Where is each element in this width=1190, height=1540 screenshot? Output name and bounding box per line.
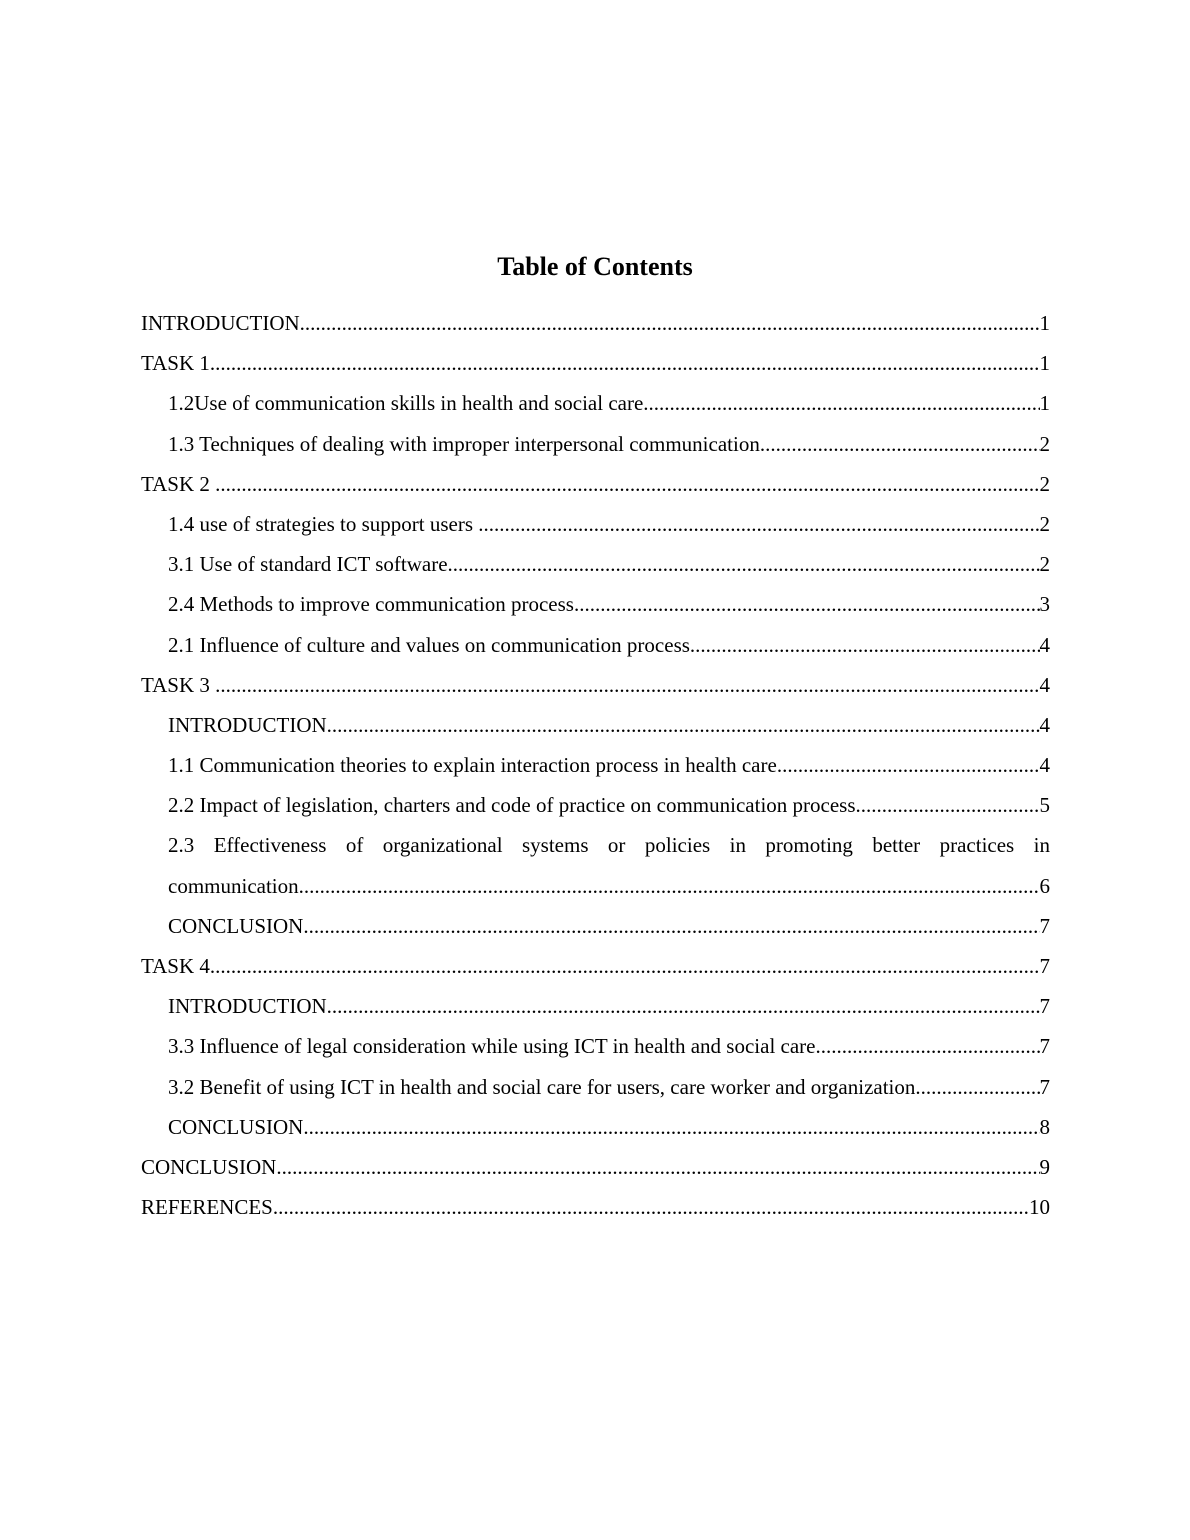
dot-leader xyxy=(273,1187,1029,1227)
dot-leader xyxy=(215,665,1039,705)
toc-page-number: 3 xyxy=(1039,592,1050,617)
toc-entry-text: INTRODUCTION xyxy=(168,712,327,737)
toc-entry-text: 2.1 Influence of culture and values on communication process xyxy=(168,632,690,657)
toc-page-number: 2 xyxy=(1039,552,1050,577)
toc-entry-task-4[interactable] xyxy=(141,946,1050,986)
toc-entry-2-1[interactable] xyxy=(141,625,1050,665)
dot-leader xyxy=(478,504,1039,544)
dot-leader xyxy=(856,785,1040,825)
dot-leader xyxy=(303,906,1039,946)
toc-entry-task-3-introduction[interactable] xyxy=(141,705,1050,745)
toc-entry-task-2[interactable] xyxy=(141,464,1050,504)
dot-leader xyxy=(300,303,1040,343)
dot-leader xyxy=(327,986,1040,1026)
toc-page-number: 2 xyxy=(1039,511,1050,536)
toc-page-number: 4 xyxy=(1039,712,1050,737)
toc-page-number: 7 xyxy=(1039,1034,1050,1059)
toc-page-number: 4 xyxy=(1039,753,1050,778)
toc-page-number: 9 xyxy=(1039,1154,1050,1179)
dot-leader xyxy=(760,424,1040,464)
toc-page-number: 4 xyxy=(1039,632,1050,657)
toc-page-number: 8 xyxy=(1039,1114,1050,1139)
toc-entry-text: 1.3 Techniques of dealing with improper interpersonal communication xyxy=(168,431,760,456)
toc-entry-text: 3.2 Benefit of using ICT in health and social care for users, care worker and organization. xyxy=(168,1074,921,1099)
toc-entry-text: TASK 4 xyxy=(141,954,210,978)
dot-leader xyxy=(574,584,1040,624)
toc-entry-text: INTRODUCTION xyxy=(168,994,327,1019)
toc-entry-text: REFERENCES xyxy=(141,1195,273,1220)
dot-leader xyxy=(777,745,1040,785)
toc-entry-text: 1.1 Communication theories to explain interaction process in health care xyxy=(168,753,777,778)
toc-entry-introduction[interactable] xyxy=(141,303,1050,343)
toc-entry-3-1[interactable] xyxy=(141,544,1050,584)
dot-leader xyxy=(815,1026,1039,1066)
dot-leader xyxy=(690,625,1040,665)
toc-entry-task-3[interactable] xyxy=(141,665,1050,705)
dot-leader xyxy=(643,383,1039,423)
toc-entry-task-4-conclusion[interactable] xyxy=(141,1107,1050,1147)
toc-entry-text: 2.3 Effectiveness of organizational systems or policies in promoting better practices in xyxy=(168,833,1050,858)
toc-page-number: 7 xyxy=(1039,913,1050,938)
toc-page-number: 1 xyxy=(1039,351,1050,376)
toc-entry-text: TASK 2 xyxy=(141,471,216,496)
toc-entry-text: TASK 3 xyxy=(141,672,216,697)
dot-leader xyxy=(921,1067,1040,1107)
toc-page-number: 2 xyxy=(1039,471,1050,496)
toc-entry-3-2[interactable] xyxy=(141,1067,1050,1107)
toc-entry-task-1[interactable] xyxy=(141,343,1050,383)
toc-entry-text: 1.2Use of communication skills in health and social care xyxy=(168,391,644,416)
toc-page-number: 6 xyxy=(1039,873,1050,898)
toc-entry-2-3[interactable] xyxy=(141,825,1050,905)
toc-entry-references[interactable] xyxy=(141,1187,1050,1227)
toc-page-number: 7 xyxy=(1039,954,1050,978)
toc-page-number: 1 xyxy=(1039,311,1050,335)
toc-entry-text: 1.4 use of strategies to support users xyxy=(168,511,479,536)
toc-entry-text: TASK 1 xyxy=(141,351,210,376)
toc-entry-2-2[interactable] xyxy=(141,785,1050,825)
toc-entry-conclusion[interactable] xyxy=(141,1147,1050,1187)
dot-leader xyxy=(327,705,1040,745)
toc-entry-task-4-introduction[interactable] xyxy=(141,986,1050,1026)
toc-entry-1-4[interactable] xyxy=(141,504,1050,544)
toc-entry-text: 3.3 Influence of legal consideration while using ICT in health and social care xyxy=(168,1034,816,1059)
toc-page-number: 10 xyxy=(1029,1195,1050,1220)
toc-page-number: 2 xyxy=(1039,431,1050,456)
dot-leader xyxy=(210,343,1040,383)
dot-leader xyxy=(303,1107,1039,1147)
dot-leader xyxy=(215,464,1039,504)
toc-list xyxy=(141,303,1050,1227)
toc-entry-text: 2.4 Methods to improve communication process xyxy=(168,592,574,617)
dot-leader xyxy=(210,946,1040,986)
toc-entry-text: 3.1 Use of standard ICT software xyxy=(168,552,448,577)
toc-page-number: 5 xyxy=(1039,793,1050,818)
toc-entry-text: CONCLUSION xyxy=(168,913,304,938)
toc-entry-text: 2.2 Impact of legislation, charters and code of practice on communication process xyxy=(168,793,856,818)
toc-entry-text: INTRODUCTION xyxy=(141,311,300,335)
toc-entry-continuation xyxy=(168,866,1050,906)
toc-entry-1-1[interactable] xyxy=(141,745,1050,785)
toc-page-number: 4 xyxy=(1039,672,1050,697)
toc-entry-task-3-conclusion[interactable] xyxy=(141,906,1050,946)
toc-entry-text: CONCLUSION xyxy=(141,1154,277,1179)
toc-entry-2-4[interactable] xyxy=(141,584,1050,624)
toc-entry-3-3[interactable] xyxy=(141,1026,1050,1066)
toc-entry-1-2[interactable] xyxy=(141,383,1050,423)
toc-title: Table of Contents xyxy=(497,252,693,281)
dot-leader xyxy=(448,544,1040,584)
toc-entry-1-3[interactable] xyxy=(141,424,1050,464)
toc-page-number: 1 xyxy=(1039,391,1050,416)
toc-page-number: 7 xyxy=(1039,1074,1050,1099)
dot-leader xyxy=(299,866,1040,906)
toc-entry-text-continued: communication xyxy=(168,873,299,898)
dot-leader xyxy=(276,1147,1039,1187)
toc-page-number: 7 xyxy=(1039,994,1050,1019)
toc-entry-text: CONCLUSION xyxy=(168,1114,304,1139)
